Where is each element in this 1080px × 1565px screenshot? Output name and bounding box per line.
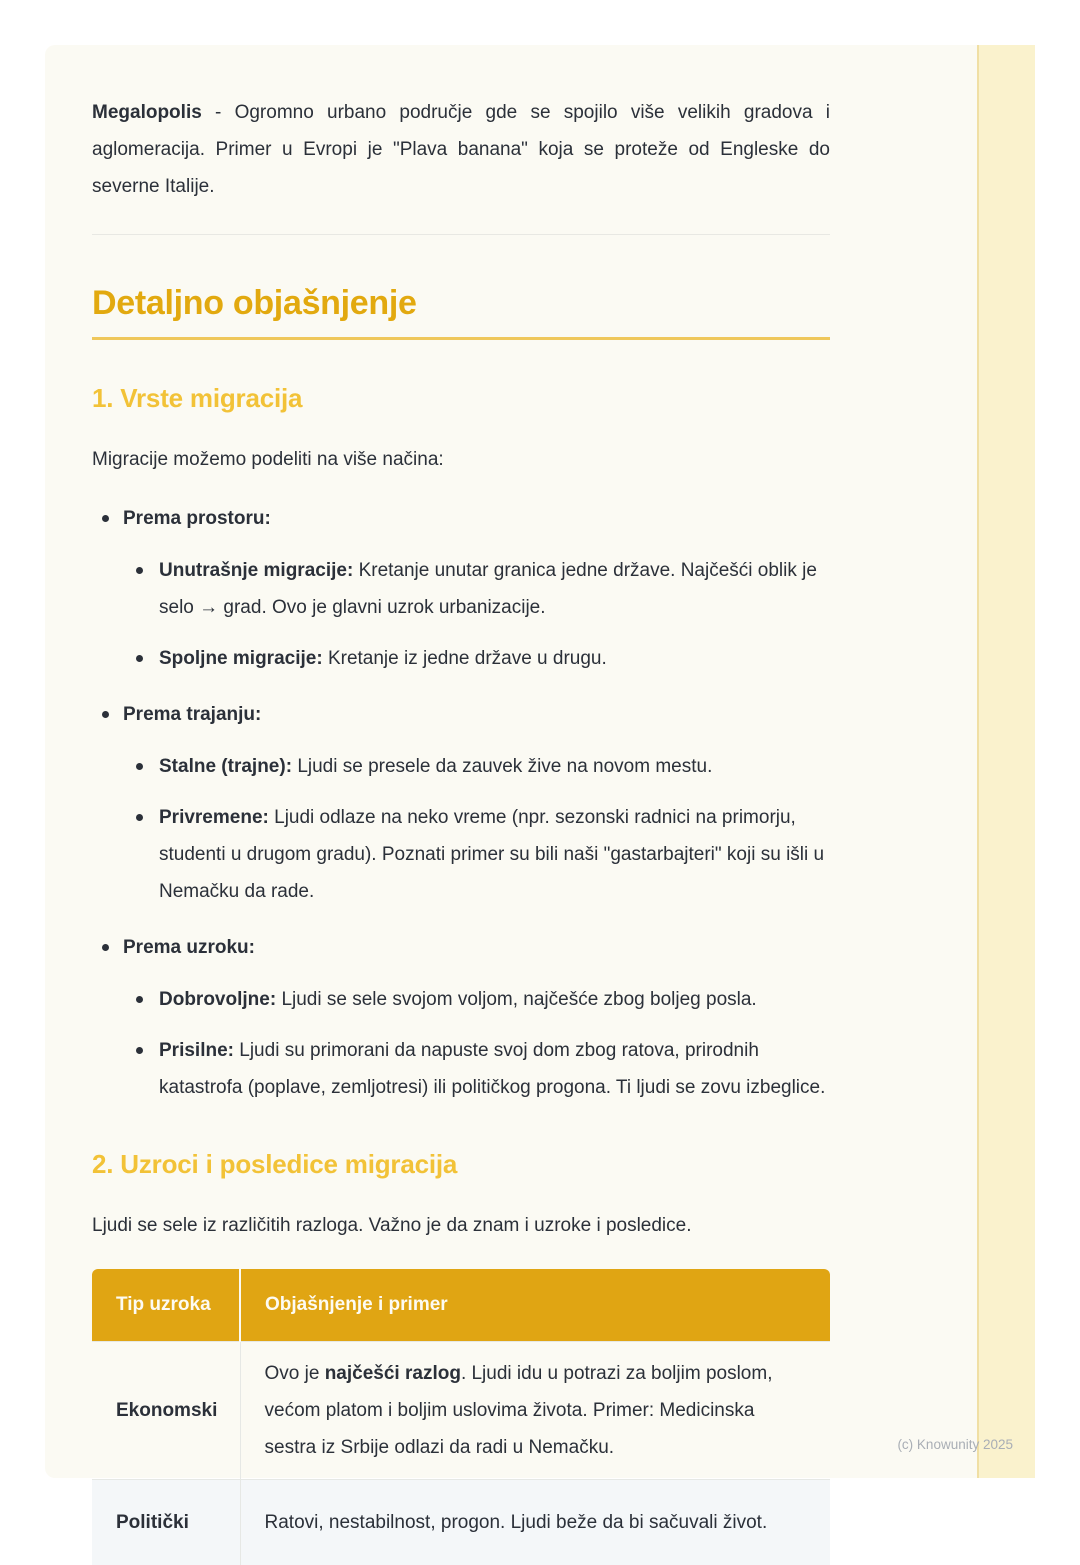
cause-type-label: Politički [116, 1512, 189, 1533]
sublist-trajanje [123, 748, 830, 910]
list-item [123, 981, 830, 1018]
list-item-label: Prema prostoru: [123, 508, 271, 529]
list-item-text: Ljudi su primorani da napuste svoj dom zbog ratova, prirodnih katastrofa (poplave, zemljotresi) ili političkog progona. Ti ljudi se zovu izbeglice. [159, 1040, 825, 1098]
list-item-label: Spoljne migracije: [159, 648, 323, 669]
section-1-heading: 1. Vrste migracija [92, 381, 830, 415]
list-item-text: Ljudi odlaze na neko vreme (npr. sezonski radnici na primorju, studenti u drugom gradu). Poznati primer su bili naši "gastarbajteri" koji su išli u Nemačku da rade. [159, 807, 824, 902]
list-item-label: Prisilne: [159, 1040, 234, 1061]
table-cell-type [92, 1480, 240, 1565]
document-page [45, 45, 1035, 1478]
list-item-prema-uzroku [92, 929, 830, 1106]
table-header-explanation: Objašnjenje i primer [240, 1269, 830, 1342]
list-item-text: Ljudi se presele da zauvek žive na novom mestu. [297, 756, 712, 777]
table-cell-explanation [240, 1480, 830, 1565]
list-item-label: Prema uzroku: [123, 937, 255, 958]
cell-text-bold: najčešći razlog [325, 1363, 461, 1384]
section-2-lead: Ljudi se sele iz različitih razloga. Važno je da znam i uzroke i posledice. [92, 1207, 830, 1244]
cause-type-label: Ekonomski [116, 1400, 217, 1421]
list-item-text: Ljudi se sele svojom voljom, najčešće zbog boljeg posla. [281, 989, 756, 1010]
list-item-text: Kretanje unutar granica jedne države. Najčešći oblik je selo → grad. Ovo je glavni uzrok urbanizacije. [159, 560, 817, 618]
section-divider [92, 234, 830, 235]
cell-text: . Ljudi idu u potrazi za boljim poslom, većom platom i boljim uslovima života. Primer: Medicinska sestra iz Srbije odlazi da radi u Nemačku. [265, 1363, 773, 1458]
list-item [123, 552, 830, 626]
table-header-row [92, 1269, 830, 1342]
list-item [123, 799, 830, 910]
table-row-ekonomski [92, 1342, 830, 1480]
page-content [92, 45, 830, 1565]
list-item-prema-trajanju [92, 696, 830, 910]
main-heading: Detaljno objašnjenje [92, 281, 830, 340]
list-item [123, 1032, 830, 1106]
definition-paragraph [92, 94, 830, 205]
migration-types-list [92, 500, 830, 1106]
table-header-type: Tip uzroka [92, 1269, 240, 1342]
list-item [123, 748, 830, 785]
list-item-label: Unutrašnje migracije: [159, 560, 353, 581]
list-item-label: Dobrovoljne: [159, 989, 276, 1010]
list-item [123, 640, 830, 677]
sublist-uzrok [123, 981, 830, 1106]
page-edge-ribbon [977, 45, 1035, 1478]
causes-table [92, 1269, 830, 1565]
copyright-watermark: (c) Knowunity 2025 [897, 1437, 1013, 1452]
list-item-label: Privremene: [159, 807, 269, 828]
definition-term: Megalopolis [92, 102, 202, 123]
definition-text: - Ogromno urbano područje gde se spojilo više velikih gradova i aglomeracija. Primer u Evropi je "Plava banana" koja se proteže od Engleske do severne Italije. [92, 102, 830, 197]
cell-text: Ovo je [265, 1363, 325, 1384]
table-cell-type [92, 1342, 240, 1480]
list-item-label: Stalne (trajne): [159, 756, 292, 777]
section-1-lead: Migracije možemo podeliti na više načina: [92, 441, 830, 478]
cell-text: Ratovi, nestabilnost, progon. Ljudi beže da bi sačuvali život. [265, 1512, 768, 1533]
table-row-politicki [92, 1480, 830, 1565]
sublist-prostor [123, 552, 830, 677]
table-cell-explanation [240, 1342, 830, 1480]
list-item-label: Prema trajanju: [123, 704, 261, 725]
list-item-text: Kretanje iz jedne države u drugu. [328, 648, 607, 669]
list-item-prema-prostoru [92, 500, 830, 677]
section-2-heading: 2. Uzroci i posledice migracija [92, 1147, 830, 1181]
